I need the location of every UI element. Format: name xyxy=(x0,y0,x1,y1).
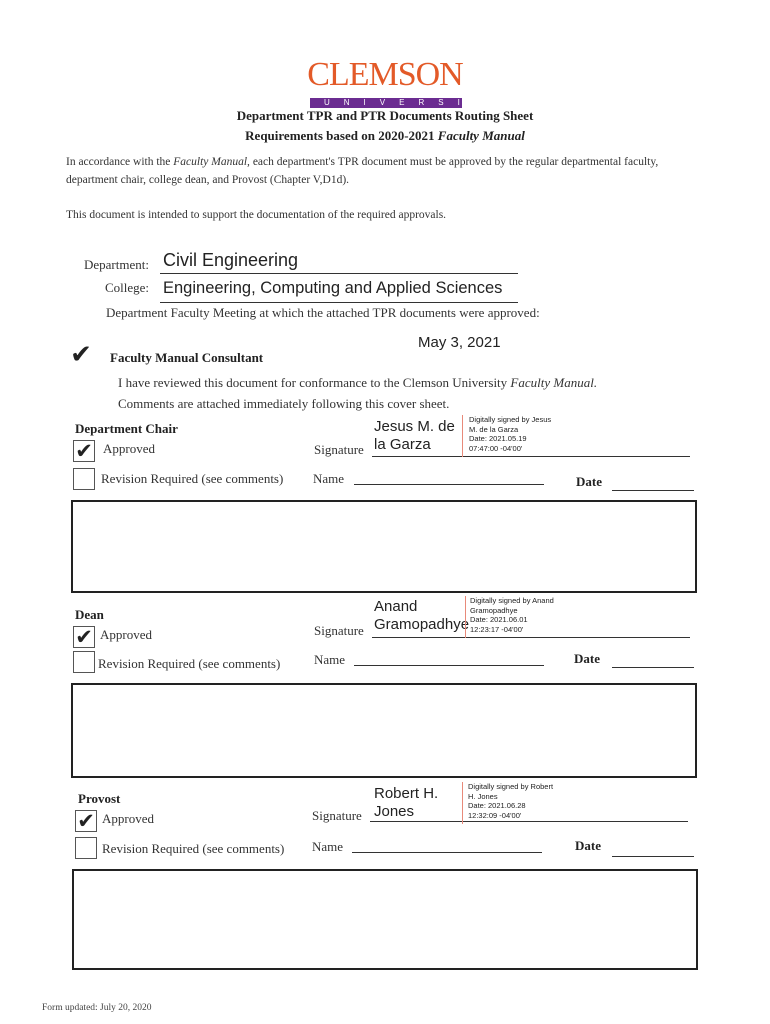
department-label: Department: xyxy=(84,257,149,272)
chair-revision-label: Revision Required (see comments) xyxy=(101,471,284,486)
intro-text-italic: Faculty Manual, xyxy=(173,156,250,168)
consultant-checkbox[interactable]: ✔ xyxy=(70,340,92,370)
dean-signature-label: Signature xyxy=(314,623,364,638)
chair-signer-line1: Jesus M. de xyxy=(374,418,455,435)
dean-digital-signature xyxy=(470,596,554,634)
dean-name-label: Name xyxy=(314,652,346,667)
document-title xyxy=(0,108,770,124)
clemson-logo xyxy=(0,58,770,110)
chair-date-field[interactable] xyxy=(612,490,694,491)
consultant-heading: Faculty Manual Consultant xyxy=(110,350,264,365)
provost-name-label: Name xyxy=(312,839,344,854)
dean-digital-sig-line: Date: 2021.06.01 xyxy=(470,615,528,624)
dean-approved-checkbox[interactable]: ✔ xyxy=(73,626,95,648)
provost-digital-sig-line: Digitally signed by Robert xyxy=(468,782,554,791)
title-faculty-manual: Faculty Manual xyxy=(437,128,525,143)
meeting-label: Department Faculty Meeting at which the attached TPR documents were approved: xyxy=(106,305,540,320)
title-line-1: Department TPR and PTR Documents Routing Sheet xyxy=(236,108,534,123)
chair-signature-mark xyxy=(462,415,463,457)
dean-revision-checkbox[interactable] xyxy=(73,651,95,673)
dean-date-label: Date xyxy=(574,651,600,666)
chair-approved-checkbox[interactable]: ✔ xyxy=(73,440,95,462)
chair-signature-label: Signature xyxy=(314,442,364,457)
dean-digital-sig-line: 12:23:17 -04'00' xyxy=(470,624,524,634)
provost-signature-mark xyxy=(462,782,463,824)
dean-signer-line2: Gramopadhye xyxy=(374,616,470,633)
dean-approved-label: Approved xyxy=(100,627,152,642)
department-underline xyxy=(160,273,518,274)
chair-digital-sig-line: 07:47:00 -04'00' xyxy=(469,443,523,453)
intro-text-a: In accordance with the xyxy=(66,156,174,168)
dean-revision-label: Revision Required (see comments) xyxy=(98,656,281,671)
meeting-date-field[interactable]: May 3, 2021 xyxy=(418,334,501,351)
provost-signature-line xyxy=(370,821,688,822)
chair-digital-sig-line: Date: 2021.05.19 xyxy=(469,434,527,443)
title-line-2: Requirements based on 2020-2021 xyxy=(245,128,438,143)
provost-digital-sig-line: H. Jones xyxy=(468,791,498,801)
form-updated-note: Form updated: July 20, 2020 xyxy=(42,1003,152,1013)
chair-name-label: Name xyxy=(313,471,345,486)
intro-paragraph xyxy=(66,153,726,189)
chair-revision-checkbox[interactable] xyxy=(73,468,95,490)
dean-signer-name[interactable] xyxy=(374,598,469,634)
chair-signature-line xyxy=(372,456,690,457)
intro-purpose: This document is intended to support the documentation of the required approvals. xyxy=(66,209,447,221)
provost-digital-sig-line: 12:32:09 -04'00' xyxy=(468,810,522,820)
intro-text-b: each department's TPR document must be approved by the regular departmental faculty, xyxy=(249,156,659,168)
consultant-comments-note: Comments are attached immediately following this cover sheet. xyxy=(118,396,450,411)
consultant-text-a: I have reviewed this document for conformance to the Clemson University xyxy=(118,375,511,390)
chair-digital-sig-line: Digitally signed by Jesus xyxy=(469,415,552,424)
document-subtitle xyxy=(0,128,770,144)
college-underline xyxy=(160,302,518,303)
provost-signer-name[interactable] xyxy=(374,785,438,821)
dean-date-field[interactable] xyxy=(612,667,694,668)
dean-comments-box[interactable] xyxy=(71,683,697,778)
provost-heading: Provost xyxy=(78,791,121,806)
dean-name-field[interactable] xyxy=(354,665,544,666)
dean-signature-mark xyxy=(465,596,466,638)
chair-signer-line2: la Garza xyxy=(374,436,431,453)
dean-signer-line1: Anand xyxy=(374,598,418,615)
provost-comments-box[interactable] xyxy=(72,869,698,970)
provost-signer-line2: Jones xyxy=(374,803,415,820)
chair-digital-sig-line: M. de la Garza xyxy=(469,424,519,434)
logo-subtitle: UNIVERSITY xyxy=(310,98,462,108)
consultant-statement xyxy=(118,375,597,391)
chair-comments-box[interactable] xyxy=(71,500,697,593)
chair-heading: Department Chair xyxy=(75,421,178,436)
dean-digital-sig-line: Gramopadhye xyxy=(470,605,518,615)
provost-revision-checkbox[interactable] xyxy=(75,837,97,859)
consultant-text-italic: Faculty Manual. xyxy=(510,375,598,390)
dean-digital-sig-line: Digitally signed by Anand xyxy=(470,596,554,605)
chair-signer-name[interactable] xyxy=(374,418,455,454)
college-label: College: xyxy=(105,280,150,295)
chair-name-field[interactable] xyxy=(354,484,544,485)
department-field[interactable]: Civil Engineering xyxy=(163,250,299,270)
provost-approved-checkbox[interactable]: ✔ xyxy=(75,810,97,832)
chair-date-label: Date xyxy=(576,474,602,489)
college-field[interactable]: Engineering, Computing and Applied Sciences xyxy=(163,279,503,297)
provost-signature-label: Signature xyxy=(312,808,362,823)
provost-date-label: Date xyxy=(575,838,601,853)
dean-heading: Dean xyxy=(75,607,104,622)
chair-approved-label: Approved xyxy=(103,441,155,456)
provost-digital-sig-line: Date: 2021.06.28 xyxy=(468,801,526,810)
provost-approved-label: Approved xyxy=(102,811,154,826)
chair-digital-signature xyxy=(469,415,551,453)
provost-revision-label: Revision Required (see comments) xyxy=(102,841,285,856)
dean-signature-line xyxy=(372,637,690,638)
intro-text-line2: department chair, college dean, and Provost (Chapter V,D1d). xyxy=(66,174,350,186)
logo-wordmark: CLEMSON xyxy=(307,56,463,93)
provost-name-field[interactable] xyxy=(352,852,542,853)
provost-digital-signature xyxy=(468,782,553,820)
provost-signer-line1: Robert H. xyxy=(374,785,439,802)
provost-date-field[interactable] xyxy=(612,856,694,857)
